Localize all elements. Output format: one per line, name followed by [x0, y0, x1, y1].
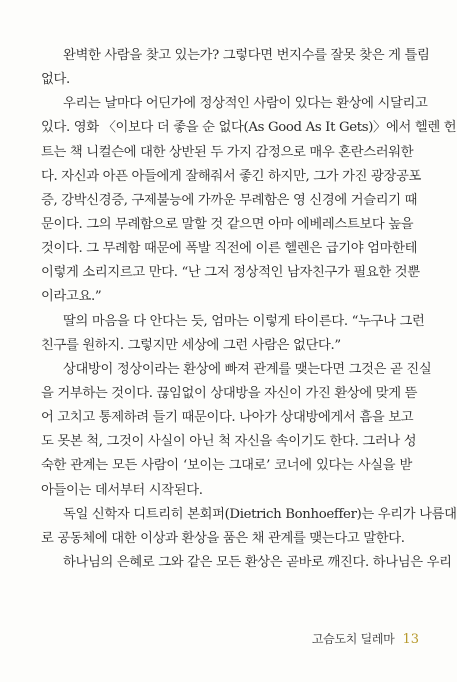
text-line: 다. 자신과 아픈 아들에게 잘해줘서 좋긴 하지만, 그가 가진 광장공포 [41, 168, 422, 184]
text-line: 없다. [41, 72, 70, 88]
page-number: 13 [402, 632, 419, 647]
text-line: 이라고요.” [41, 289, 102, 305]
page-footer [312, 630, 419, 647]
text-line: 독일 신학자 디트리히 본회퍼(Dietrich Bonhoeffer)는 우리가 나름대 [63, 506, 457, 522]
text-line: 증, 강박신경증, 구제불능에 가까운 무례함은 영 신경에 거슬리기 때 [41, 192, 418, 208]
text-line: 우리는 날마다 어딘가에 정상적인 사람이 있다는 환상에 시달리고 [63, 96, 428, 112]
text-line: 이렇게 소리지르고 만다. “난 그저 정상적인 남자친구가 필요한 것뿐 [41, 265, 420, 281]
text-line: 숙한 관계는 모든 사람이 ‘보이는 그대로’ 코너에 있다는 사실을 받 [41, 458, 412, 474]
text-line: 있다. 영화 〈이보다 더 좋을 순 없다(As Good As It Gets)〉에서 헬렌 헌 [41, 120, 457, 136]
text-line: 트는 책 니컬슨에 대한 상반된 두 가지 감정으로 매우 혼란스러워한 [41, 144, 414, 160]
text-line: 문이다. 그의 무례함으로 말할 것 같으면 아마 에베레스트보다 높을 [41, 216, 414, 232]
text-line: 로 공동체에 대한 이상과 환상을 품은 채 관계를 맺는다고 말한다. [41, 530, 405, 546]
body-text [41, 44, 457, 575]
text-line: 도 못본 척, 그것이 사실이 아닌 척 자신을 속이기도 한다. 그러나 성 [41, 434, 417, 450]
text-line: 하나님의 은혜로 그와 같은 모든 환상은 곧바로 깨진다. 하나님은 우리 [63, 554, 452, 570]
text-line: 딸의 마음을 다 안다는 듯, 엄마는 이렇게 타이른다. “누구나 그런 [63, 313, 425, 329]
text-line: 을 거부하는 것이다. 끊임없이 상대방을 자신이 가진 환상에 맞게 뜯 [41, 385, 418, 401]
text-line: 친구를 원하지. 그렇지만 세상에 그런 사람은 없단다.” [41, 337, 341, 353]
running-title: 고슴도치 딜레마 [311, 632, 395, 646]
text-line: 어 고치고 통제하려 들기 때문이다. 나아가 상대방에게서 흠을 보고 [41, 410, 414, 426]
text-line: 상대방이 정상이라는 환상에 빠져 관계를 맺는다면 그것은 곧 진실 [63, 361, 432, 377]
text-line: 완벽한 사람을 찾고 있는가? 그렇다면 번지수를 잘못 찾은 게 틀림 [63, 48, 430, 63]
text-line: 것이다. 그 무례함 때문에 폭발 직전에 이른 헬렌은 급기야 엄마한테 [41, 241, 418, 257]
text-line: 아들이는 데서부터 시작된다. [41, 482, 203, 498]
